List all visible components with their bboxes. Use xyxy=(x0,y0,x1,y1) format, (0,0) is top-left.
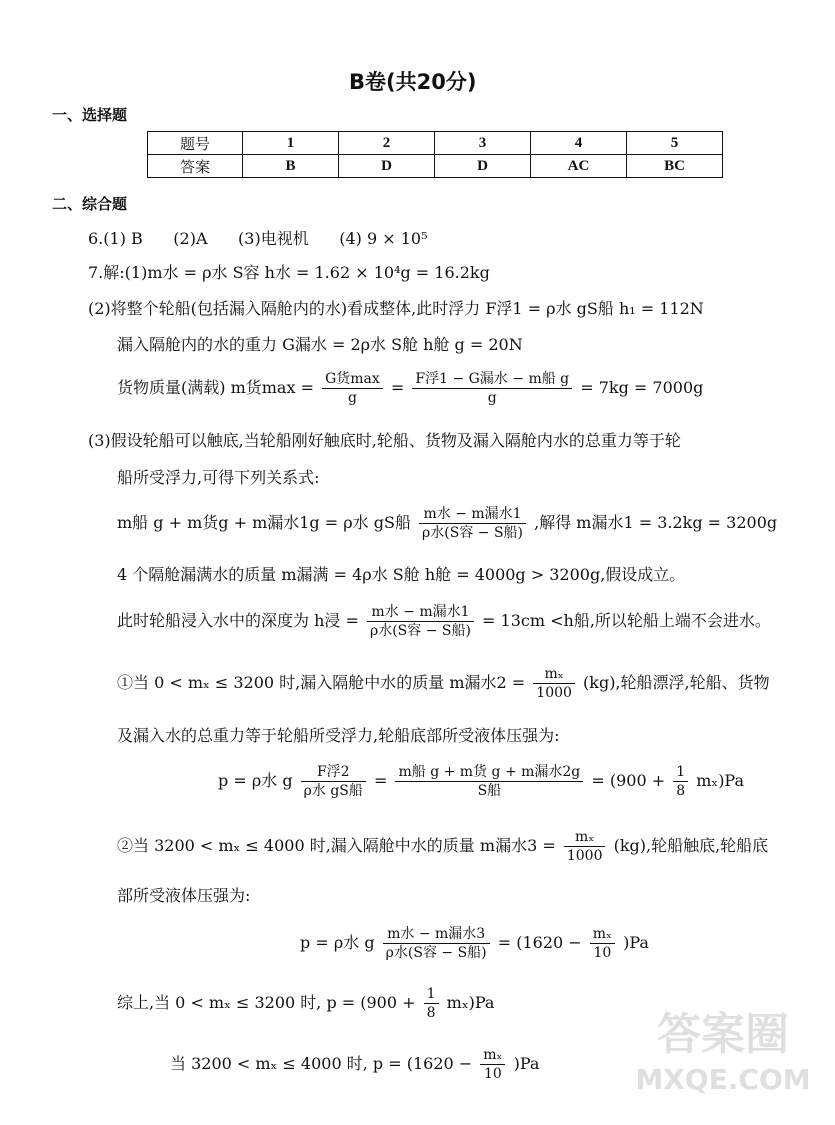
fraction xyxy=(564,828,606,865)
denominator: 8 xyxy=(426,1005,436,1021)
section-heading-comprehensive: 二、综合题 xyxy=(52,195,128,213)
summary-line2 xyxy=(170,1046,539,1083)
table-row xyxy=(148,155,723,178)
numerator: F浮1 − G漏水 − m船 g xyxy=(412,370,572,389)
table-cell: 3 xyxy=(435,132,531,155)
text: 货物质量(满载) m货max = xyxy=(117,378,314,397)
numerator: mₓ xyxy=(480,1046,505,1065)
fraction xyxy=(367,603,474,640)
text: mₓ)Pa xyxy=(696,771,745,790)
numerator: mₓ xyxy=(533,665,575,684)
case1-line2: 及漏入水的总重力等于轮船所受浮力,轮船底部所受液体压强为: xyxy=(117,726,560,745)
fraction xyxy=(395,763,583,800)
case2-line2: 部所受液体压强为: xyxy=(117,886,251,905)
denominator: 1000 xyxy=(536,685,572,701)
fraction xyxy=(419,505,526,542)
text: 综上,当 0 < mₓ ≤ 3200 时, p = (900 + xyxy=(117,993,416,1012)
table-cell: 2 xyxy=(339,132,435,155)
watermark-logo xyxy=(618,1010,828,1120)
fraction xyxy=(533,665,575,702)
page-title: B卷(共20分) xyxy=(349,70,477,94)
q6-line: 6.(1) B (2)A (3)电视机 (4) 9 × 10⁵ xyxy=(88,229,428,248)
fraction xyxy=(480,1046,505,1083)
fraction xyxy=(383,925,490,962)
table-cell: D xyxy=(435,155,531,178)
table-cell: 4 xyxy=(531,132,627,155)
q7-part3-check: 4 个隔舱漏满水的质量 m漏满 = 4ρ水 S舱 h舱 = 4000g > 3200g,假设成立。 xyxy=(117,565,686,584)
case2-line1 xyxy=(117,828,768,865)
case1-equation xyxy=(218,763,744,800)
text: = xyxy=(390,378,405,397)
text: ①当 0 < mₓ ≤ 3200 时,漏入隔舱中水的质量 m漏水2 = xyxy=(117,673,526,692)
section-heading-choice: 一、选择题 xyxy=(52,106,128,124)
text: (kg),轮船触底,轮船底 xyxy=(613,836,769,855)
text: )Pa xyxy=(513,1054,540,1073)
text: (kg),轮船漂浮,轮船、货物 xyxy=(583,673,770,692)
denominator: ρ水(S容 − S船) xyxy=(422,525,524,541)
table-row xyxy=(148,132,723,155)
numerator: m水 − m漏水3 xyxy=(383,925,490,944)
numerator: 1 xyxy=(673,763,688,782)
table-header-number: 题号 xyxy=(148,132,243,155)
text: = xyxy=(373,771,388,790)
denominator: g xyxy=(487,390,497,406)
denominator: 1000 xyxy=(566,848,603,864)
denominator: ρ水(S容 − S船) xyxy=(385,945,487,961)
table-cell: 1 xyxy=(243,132,339,155)
fraction xyxy=(322,370,383,407)
q7-part3-depth xyxy=(117,603,771,640)
text: = 7kg = 7000g xyxy=(580,378,704,397)
denominator: 10 xyxy=(593,945,612,961)
text: p = ρ水 g xyxy=(300,933,375,952)
fraction xyxy=(424,985,439,1022)
table-cell: B xyxy=(243,155,339,178)
text: ②当 3200 < mₓ ≤ 4000 时,漏入隔舱中水的质量 m漏水3 = xyxy=(117,836,556,855)
denominator: 8 xyxy=(676,783,686,799)
table-cell: AC xyxy=(531,155,627,178)
numerator: m水 − m漏水1 xyxy=(419,505,526,524)
watermark-text: 答案圈 xyxy=(657,1009,789,1060)
numerator: mₓ xyxy=(590,925,615,944)
watermark-url: MXQE.COM xyxy=(635,1063,811,1096)
table-cell: BC xyxy=(627,155,723,178)
text: = 13cm <h船,所以轮船上端不会进水。 xyxy=(482,611,771,630)
q7-part2-line2: 漏入隔舱内的水的重力 G漏水 = 2ρ水 S舱 h舱 g = 20N xyxy=(117,335,523,354)
q7-part2-line3 xyxy=(117,370,703,407)
case1-line1 xyxy=(117,665,770,702)
text: )Pa xyxy=(623,933,649,952)
text: = (1620 − xyxy=(497,933,582,952)
case2-equation xyxy=(300,925,649,962)
text: 当 3200 < mₓ ≤ 4000 时, p = (1620 − xyxy=(170,1054,473,1073)
numerator: 1 xyxy=(424,985,439,1004)
q7-part3-equation xyxy=(117,505,777,542)
answer-table xyxy=(147,131,723,178)
numerator: m水 − m漏水1 xyxy=(367,603,474,622)
q7-part3-line2: 船所受浮力,可得下列关系式: xyxy=(117,468,320,487)
table-cell: 5 xyxy=(627,132,723,155)
denominator: g xyxy=(347,390,357,406)
text: p = ρ水 g xyxy=(218,771,293,790)
text: ,解得 m漏水1 = 3.2kg = 3200g xyxy=(534,513,778,532)
summary-line1 xyxy=(117,985,494,1022)
denominator: ρ水 gS船 xyxy=(303,783,363,799)
table-header-answer: 答案 xyxy=(148,155,243,178)
text: 此时轮船浸入水中的深度为 h浸 = xyxy=(117,611,359,630)
numerator: F浮2 xyxy=(301,763,366,782)
text: m船 g + m货g + m漏水1g = ρ水 gS船 xyxy=(117,513,411,532)
q7-part2-line1: (2)将整个轮船(包括漏入隔舱内的水)看成整体,此时浮力 F浮1 = ρ水 gS船 h₁ = 112N xyxy=(88,299,704,318)
text: mₓ)Pa xyxy=(446,993,495,1012)
fraction xyxy=(673,763,688,800)
numerator: G货max xyxy=(322,370,383,389)
text: = (900 + xyxy=(591,771,666,790)
fraction xyxy=(412,370,572,407)
denominator: ρ水(S容 − S船) xyxy=(369,623,471,639)
denominator: 10 xyxy=(483,1066,502,1082)
numerator: mₓ xyxy=(564,828,606,847)
fraction xyxy=(590,925,615,962)
q7-part3-line1: (3)假设轮船可以触底,当轮船刚好触底时,轮船、货物及漏入隔舱内水的总重力等于轮 xyxy=(88,431,681,450)
numerator: m船 g + m货 g + m漏水2g xyxy=(395,763,583,782)
denominator: S船 xyxy=(477,783,502,799)
table-cell: D xyxy=(339,155,435,178)
fraction xyxy=(301,763,366,800)
q7-part1: 7.解:(1)m水 = ρ水 S容 h水 = 1.62 × 10⁴g = 16.2kg xyxy=(88,263,490,282)
